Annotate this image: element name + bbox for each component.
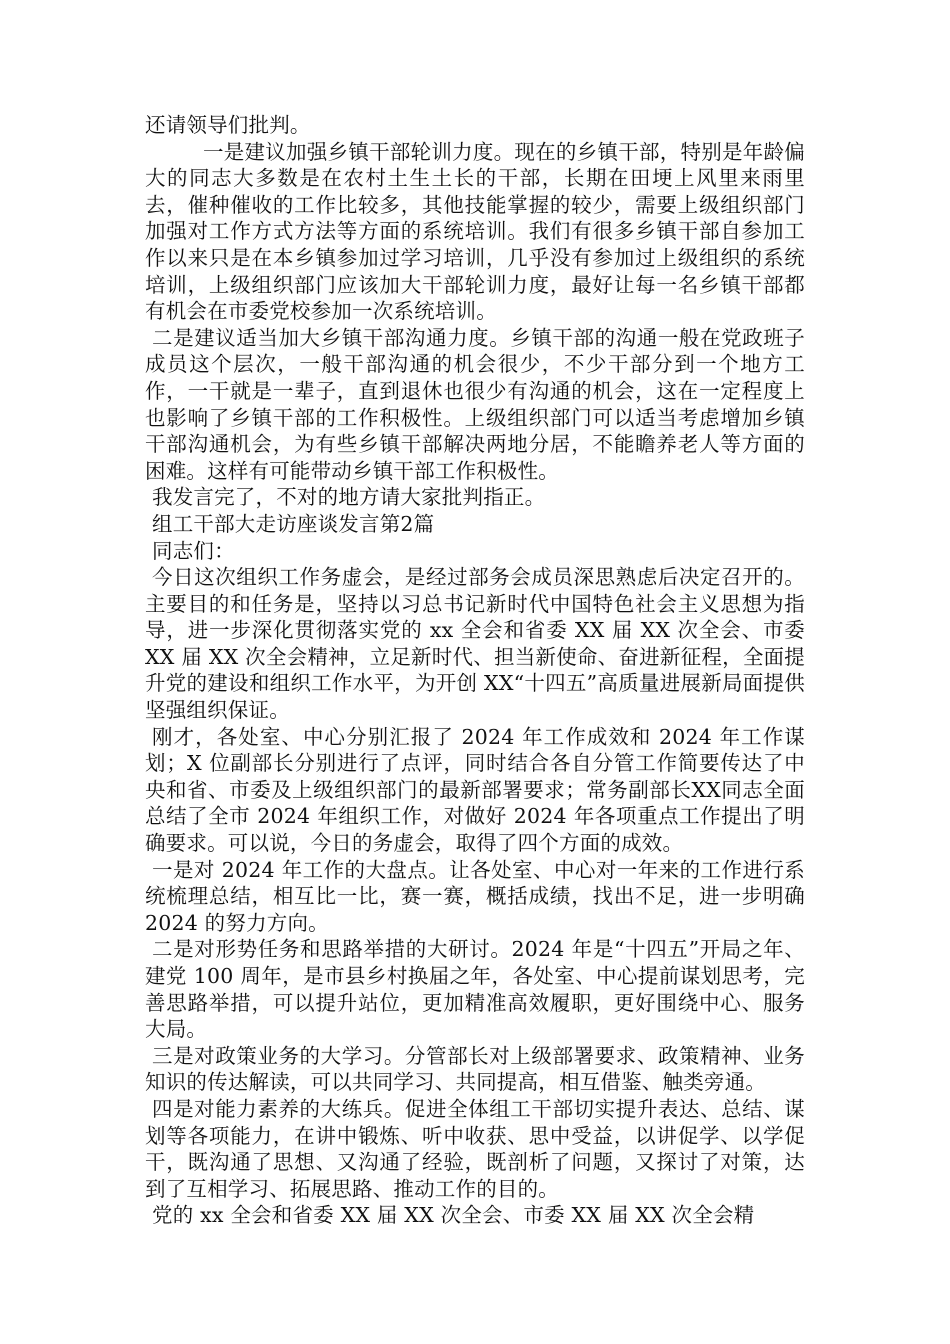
paragraph-suggestion-one: 一是建议加强乡镇干部轮训力度。现在的乡镇干部，特别是年龄偏大的同志大多数是在农村土生土长的干部，长期在田埂上风里来雨里去，催种催收的工作比较多，其他技能掌握的较少，需要上级组织部门加强对工作方式方法等方面的系统培训。我们有很多乡镇干部自参加工作以来只是在本乡镇参加过学习培训，几乎没有参加过上级组织的系统培训，上级组织部门应该加大干部轮训力度，最好让每一名乡镇干部都有机会在市委党校参加一次系统培训。 — [145, 139, 805, 324]
paragraph-meeting-intro: 今日这次组织工作务虚会，是经过部务会成员深思熟虑后决定召开的。主要目的和任务是，坚持以习总书记新时代中国特色社会主义思想为指导，进一步深化贯彻落实党的 xx 全会和省委 XX 届 XX 次全会、市委 XX 届 XX 次全会精神，立足新时代、担当新使命、奋进新征程，全面提升党的建设和组织工作水平，为开创 XX“十四五”高质量进展新局面提供坚强组织保证。 — [145, 565, 805, 723]
paragraph-reports: 刚才，各处室、中心分别汇报了 2024 年工作成效和 2024 年工作谋划；X 位副部长分别进行了点评，同时结合各自分管工作简要传达了中央和省、市委及上级组织部门的最新部署要求；常务副部长XX同志全面总结了全市 2024 年组织工作，对做好 2024 年各项重点工作提出了明确要求。可以说，今日的务虚会，取得了四个方面的成效。 — [145, 724, 805, 856]
paragraph-point-three: 三是对政策业务的大学习。分管部长对上级部署要求、政策精神、业务知识的传达解读，可以共同学习、共同提高，相互借鉴、触类旁通。 — [145, 1043, 805, 1095]
paragraph-point-one: 一是对 2024 年工作的大盘点。让各处室、中心对一年来的工作进行系统梳理总结，相互比一比，赛一赛，概括成绩，找出不足，进一步明确 2024 的努力方向。 — [145, 857, 805, 935]
paragraph-suggestion-two: 二是建议适当加大乡镇干部沟通力度。乡镇干部的沟通一般在党政班子成员这个层次，一般干部沟通的机会很少，不少干部分到一个地方工作，一干就是一辈子，直到退休也很少有沟通的机会，这在一定程度上也影响了乡镇干部的工作积极性。上级组织部门可以适当考虑增加乡镇干部沟通机会，为有些乡镇干部解决两地分居，不能瞻养老人等方面的困难。这样有可能带动乡镇干部工作积极性。 — [145, 325, 805, 483]
paragraph-point-four: 四是对能力素养的大练兵。促进全体组工干部切实提升表达、总结、谋划等各项能力，在讲中锻炼、听中收获、思中受益，以讲促学、以学促干，既沟通了思想、又沟通了经验，既剖析了问题，又探讨了对策，达到了互相学习、拓展思路、推动工作的目的。 — [145, 1096, 805, 1201]
paragraph-truncated: 党的 xx 全会和省委 XX 届 XX 次全会、市委 XX 届 XX 次全会精 — [152, 1203, 755, 1228]
paragraph-salutation: 同志们： — [152, 538, 235, 563]
paragraph-closing-request: 还请领导们批判。 — [145, 113, 311, 137]
section-title: 组工干部大走访座谈发言第2篇 — [152, 511, 435, 536]
document-page — [145, 112, 805, 1229]
paragraph-speech-end: 我发言完了，不对的地方请大家批判指正。 — [152, 485, 546, 510]
paragraph-point-two: 二是对形势任务和思路举措的大研讨。2024 年是“十四五”开局之年、建党 100 周年，是市县乡村换届之年，各处室、中心提前谋划思考，完善思路举措，可以提升站位，更加精准高效履职，更好围绕中心、服务大局。 — [145, 937, 805, 1042]
